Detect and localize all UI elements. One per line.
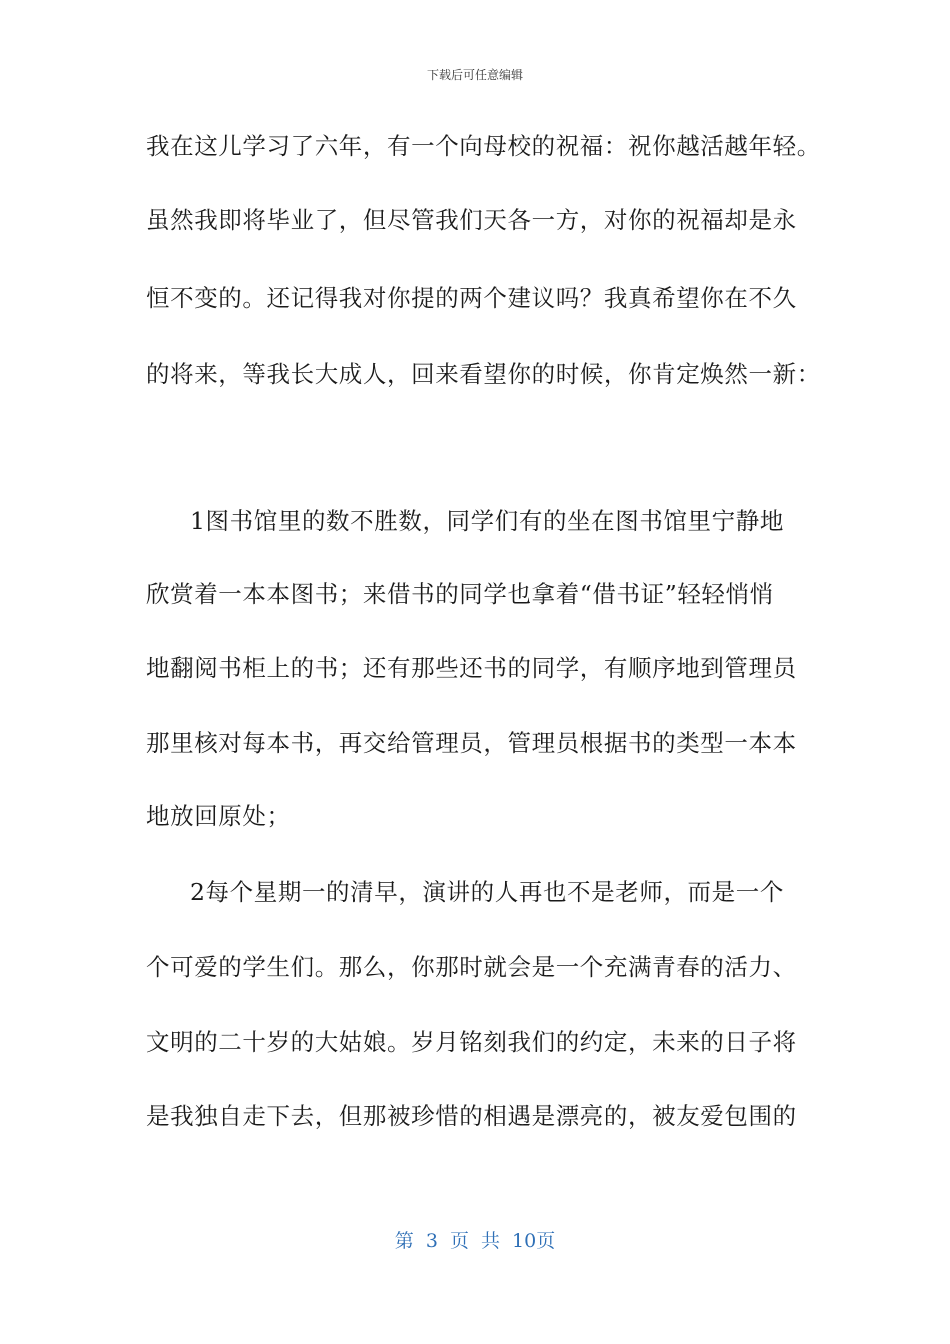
list-item-2-line: 2每个星期一的清早，演讲的人再也不是老师，而是一个 (190, 878, 784, 906)
body-line: 个可爱的学生们。那么，你那时就会是一个充满青春的活力、 (146, 953, 797, 981)
body-line: 欣赏着一本本图书；来借书的同学也拿着“借书证”轻轻悄悄 (146, 580, 774, 608)
body-line: 我在这儿学习了六年，有一个向母校的祝福：祝你越活越年轻。 (146, 132, 821, 160)
page-number-footer: 第 3 页 共 10页 (394, 1230, 556, 1252)
page-header: 下载后可任意编辑 (426, 68, 523, 82)
body-line: 文明的二十岁的大姑娘。岁月铭刻我们的约定，未来的日子将 (146, 1028, 797, 1056)
body-line: 地放回原处； (146, 802, 291, 830)
body-line: 恒不变的。还记得我对你提的两个建议吗？我真希望你在不久 (146, 284, 797, 312)
body-line: 的将来，等我长大成人，回来看望你的时候，你肯定焕然一新： (146, 360, 821, 388)
body-line: 地翻阅书柜上的书；还有那些还书的同学，有顺序地到管理员 (146, 654, 797, 682)
body-line: 是我独自走下去，但那被珍惜的相遇是漂亮的，被友爱包围的 (146, 1102, 797, 1130)
body-line: 那里核对每本书，再交给管理员，管理员根据书的类型一本本 (146, 729, 797, 757)
body-line: 虽然我即将毕业了，但尽管我们天各一方，对你的祝福却是永 (146, 206, 797, 234)
list-item-1-line: 1图书馆里的数不胜数，同学们有的坐在图书馆里宁静地 (190, 507, 784, 535)
